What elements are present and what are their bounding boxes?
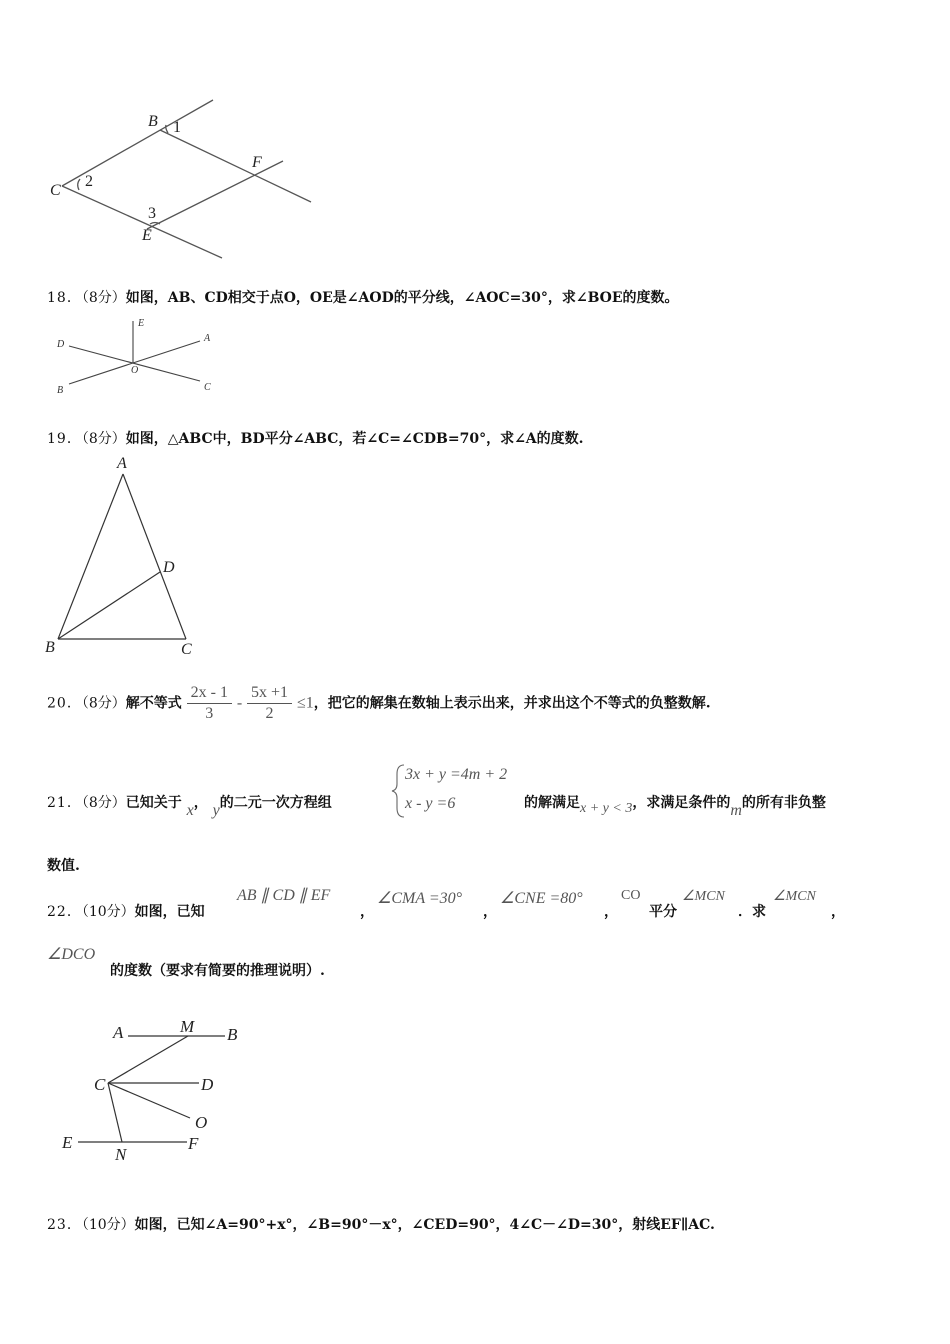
q20-frac1-numerator: 2x - 1 [187,683,232,704]
fig22-label-o: O [195,1113,208,1132]
fig22-label-a: A [113,1023,124,1042]
fig22-label-n: N [115,1145,127,1164]
q20-number: 20． [47,695,82,712]
q23-points: （10分） [81,1217,135,1233]
q22-co: CO [621,888,641,903]
q23-number: 23． [47,1217,82,1233]
q21-number: 21． [47,795,82,811]
q21-condition: x + y < 3 [580,801,633,816]
q22-angle-cma: ∠CMA =30° [377,890,463,907]
q21-var-y: y [212,802,220,819]
q21-eq2: x - y =6 [405,795,456,812]
fig19-label-c: C [181,641,192,658]
q21-t3: 的解满足 [524,795,580,811]
q22-points: （10分） [81,904,135,920]
fig18-label-b: B [57,385,64,396]
q18-points: （8分） [81,290,126,306]
q18-number: 18． [47,290,82,306]
q20-points: （8分） [81,695,126,712]
fig17-label-b: B [148,113,158,130]
q22-t4: 的度数（要求有简要的推理说明）. [110,963,325,979]
q21-t5: 的所有非负整 [741,795,826,811]
q19-text: 如图，△ABC中，BD平分∠ABC，若∠C=∠CDB=70°，求∠A的度数. [125,431,584,447]
q22-comma-2: ， [483,904,497,920]
q22-angle-cne: ∠CNE =80° [500,890,583,907]
q22-angle-mcn: ∠MCN [682,889,725,904]
fig17-label-2: 2 [85,173,93,190]
q20-minus: - [236,694,243,712]
q21-t4: ，求满足条件的 [632,795,731,811]
q22-comma-3: ， [604,904,618,920]
fig22-label-d: D [201,1075,214,1094]
q21-comma: ， [193,795,208,811]
q21-points: （8分） [81,795,126,811]
q21-line2: 数值. [47,858,80,874]
fig17-label-3: 3 [148,205,156,222]
q22-comma-4: ， [831,904,845,920]
fig18-label-a: A [204,333,211,344]
fig18-label-c: C [204,382,211,393]
fig22-label-f: F [188,1134,199,1153]
fig18-label-d: D [57,339,65,350]
q22-t1: 如图，已知 [134,904,205,920]
q18-text: 如图，AB、CD相交于点O，OE是∠AOD的平分线，∠AOC=30°，求∠BOE的度数。 [125,290,679,306]
fig18-label-o: O [131,365,139,376]
fig18-label-e: E [138,318,145,329]
fig22-label-c: C [94,1075,106,1094]
q22-angle-dco: ∠DCO [47,946,96,963]
fig17-label-1: 1 [173,119,181,136]
fig17-label-f: F [252,154,262,171]
q21-var-x: x [186,802,194,819]
fig19-label-a: A [117,455,127,472]
q20-le: ≤1 [296,694,314,712]
q23-text: 如图，已知∠A=90°+x°，∠B=90°－x°，∠CED=90°，4∠C－∠D=30°，射线EF∥AC. [134,1217,715,1233]
q22-comma-1: ， [360,904,374,920]
fig22-label-m: M [180,1017,195,1036]
q20-frac2-numerator: 5x +1 [247,683,292,704]
q22-t2: 平分 [649,904,677,920]
fig22-label-e: E [62,1133,73,1152]
fig19-label-b: B [45,639,55,656]
q21-eq1: 3x + y =4m + 2 [405,766,508,783]
fig17-label-c: C [50,182,61,199]
fig22-label-b: B [227,1025,238,1044]
q22-number: 22． [47,904,82,920]
fig17-label-e: E [142,227,152,244]
q20-frac1-denominator: 3 [205,705,214,722]
q21-t2: 的二元一次方程组 [219,795,332,811]
q22-parallel: AB ∥ CD ∥ EF [237,887,331,904]
q20-frac2-denominator: 2 [265,705,274,722]
q19-points: （8分） [81,431,126,447]
question-23 [47,1214,715,1234]
q21-t1: 已知关于 [125,795,182,811]
q22-angle-mcn-2: ∠MCN [773,889,816,904]
q20-suffix: ，把它的解集在数轴上表示出来，并求出这个不等式的负整数解. [313,695,711,712]
q20-prefix: 解不等式 [125,695,182,712]
q22-t3: ．求 [738,904,766,920]
fig19-label-d: D [163,559,175,576]
q19-number: 19． [47,431,82,447]
q21-var-m: m [730,802,742,819]
